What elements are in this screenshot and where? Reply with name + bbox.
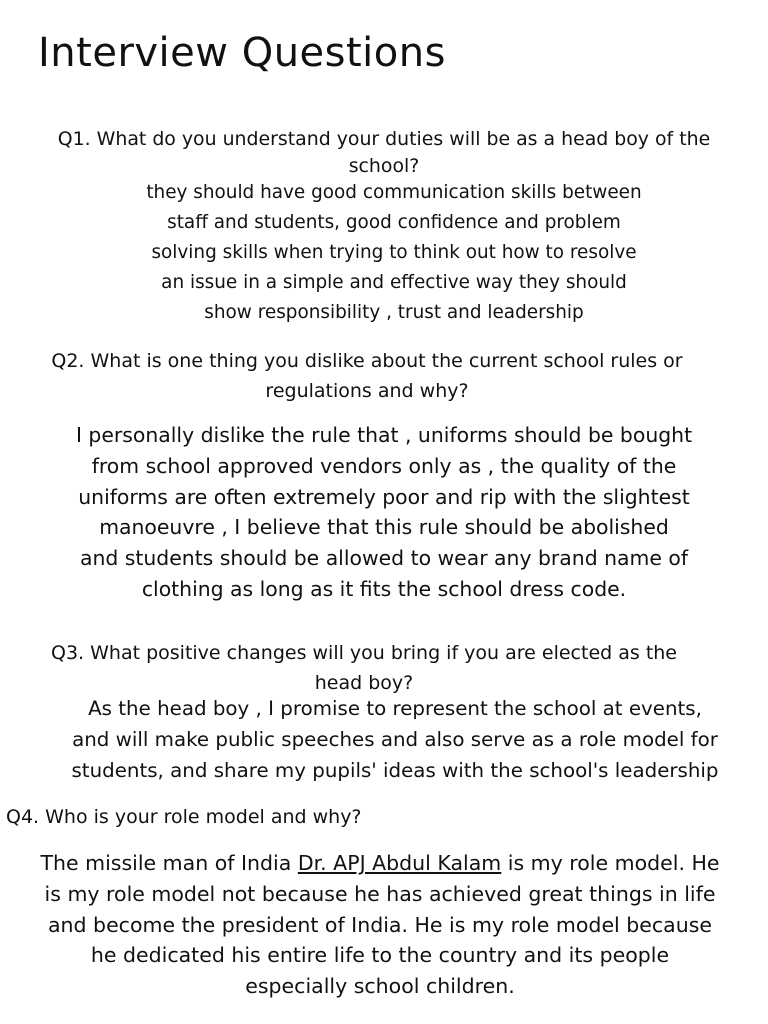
answer-2-line-3: uniforms are often extremely poor and rip with the slightest	[78, 484, 690, 509]
question-2-line-2: regulations and why?	[265, 380, 469, 402]
page-title: Interview Questions	[38, 30, 446, 76]
question-3-line-1: Q3. What positive changes will you bring if you are elected as the	[51, 642, 677, 664]
question-1-line-2: school?	[348, 155, 420, 177]
answer-2-line-5: and students should be allowed to wear any brand name of	[79, 546, 689, 571]
role-model-link[interactable]: Dr. APJ Abdul Kalam	[297, 851, 502, 875]
answer-4-line-2: is my role model not because he has achieved great things in life	[44, 881, 716, 906]
answer-1-line-4: an issue in a simple and effective way they should	[161, 272, 627, 293]
question-2-line-1: Q2. What is one thing you dislike about the current school rules or	[51, 350, 683, 372]
answer-4-line-1-before: The missile man of India	[40, 851, 298, 875]
question-1	[0, 124, 768, 181]
answer-4-line-1	[0, 848, 760, 879]
answer-4	[0, 848, 760, 1002]
answer-2-line-4: manoeuvre , I believe that this rule should be abolished	[99, 515, 669, 540]
answer-3-line-3: students, and share my pupils' ideas with the school's leadership	[71, 758, 719, 782]
answer-2-line-2: from school approved vendors only as , the quality of the	[91, 453, 677, 478]
question-4-line-1: Q4. Who is your role model and why?	[6, 806, 362, 828]
answer-1	[0, 178, 768, 328]
answer-1-line-2: staff and students, good confidence and problem	[167, 212, 621, 233]
answer-2-line-6: clothing as long as it fits the school dress code.	[141, 576, 627, 601]
answer-4-line-4: he dedicated his entire life to the country and its people	[90, 943, 670, 968]
answer-2-line-1: I personally dislike the rule that , uniforms should be bought	[75, 423, 693, 447]
question-3-line-2: head boy?	[314, 672, 414, 694]
question-1-line-1: Q1. What do you understand your duties will be as a head boy of the	[57, 128, 711, 150]
answer-4-line-3: and become the president of India. He is my role model because	[47, 912, 713, 937]
answer-3-line-1: As the head boy , I promise to represent the school at events,	[88, 697, 702, 720]
answer-4-line-1-after: is my role model. He	[501, 851, 720, 875]
question-4	[6, 802, 362, 832]
answer-2	[0, 420, 768, 605]
question-2	[0, 346, 734, 406]
answer-3	[0, 694, 768, 786]
answer-3-line-2: and will make public speeches and also serve as a role model for	[72, 727, 718, 751]
question-3	[0, 638, 728, 698]
answer-4-line-5: especially school children.	[245, 974, 515, 999]
answer-1-line-3: solving skills when trying to think out how to resolve	[151, 242, 637, 263]
answer-1-line-1: they should have good communication skills between	[146, 182, 642, 203]
answer-1-line-5: show responsibility , trust and leadership	[204, 302, 584, 323]
